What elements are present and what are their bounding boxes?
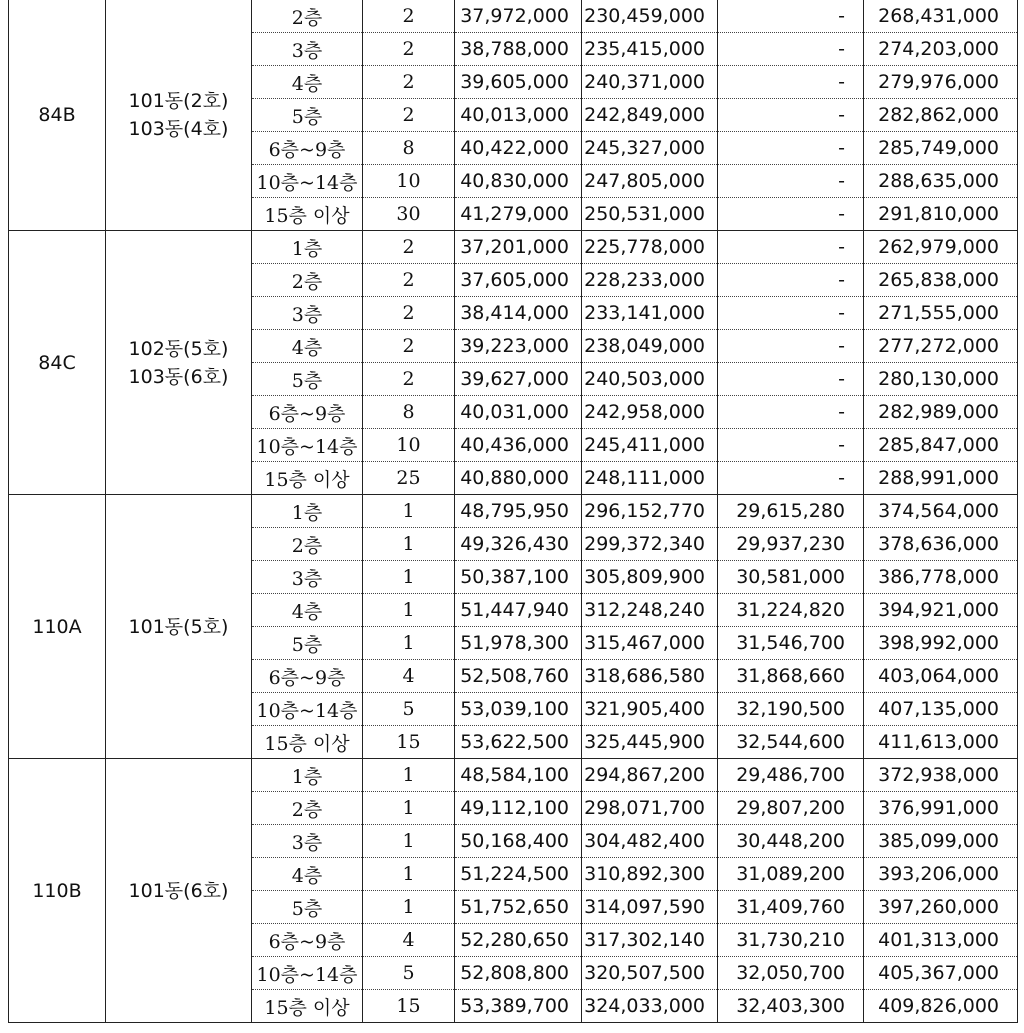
units-cell: 4: [363, 660, 455, 693]
land-price-cell: 53,389,700: [455, 990, 582, 1023]
floor-cell: 1층: [252, 495, 363, 528]
units-cell: 8: [363, 132, 455, 165]
vat-cell: -: [718, 297, 864, 330]
vat-cell: -: [718, 231, 864, 264]
units-cell: 1: [363, 792, 455, 825]
units-cell: 2: [363, 66, 455, 99]
land-price-cell: 51,752,650: [455, 891, 582, 924]
vat-cell: 29,615,280: [718, 495, 864, 528]
floor-cell: 15층 이상: [252, 990, 363, 1023]
units-cell: 10: [363, 165, 455, 198]
units-cell: 8: [363, 396, 455, 429]
building-dong-label: 103동(4호): [128, 118, 229, 140]
floor-cell: 1층: [252, 759, 363, 792]
building-price-cell: 320,507,500: [582, 957, 718, 990]
floor-cell: 2층: [252, 792, 363, 825]
land-price-cell: 53,039,100: [455, 693, 582, 726]
building-price-cell: 242,849,000: [582, 99, 718, 132]
building-price-cell: 321,905,400: [582, 693, 718, 726]
land-price-cell: 37,201,000: [455, 231, 582, 264]
building-price-cell: 298,071,700: [582, 792, 718, 825]
total-price-cell: 288,635,000: [864, 165, 1018, 198]
land-price-cell: 50,168,400: [455, 825, 582, 858]
vat-cell: 31,089,200: [718, 858, 864, 891]
floor-cell: 4층: [252, 858, 363, 891]
vat-cell: -: [718, 429, 864, 462]
floor-cell: 10층~14층: [252, 165, 363, 198]
floor-cell: 3층: [252, 561, 363, 594]
total-price-cell: 411,613,000: [864, 726, 1018, 759]
vat-cell: -: [718, 0, 864, 33]
vat-cell: -: [718, 462, 864, 495]
floor-cell: 6층~9층: [252, 132, 363, 165]
total-price-cell: 285,847,000: [864, 429, 1018, 462]
land-price-cell: 38,414,000: [455, 297, 582, 330]
land-price-cell: 40,422,000: [455, 132, 582, 165]
land-price-cell: 40,013,000: [455, 99, 582, 132]
units-cell: 1: [363, 891, 455, 924]
building-price-cell: 312,248,240: [582, 594, 718, 627]
table-row: [9, 231, 1018, 264]
building-price-cell: 294,867,200: [582, 759, 718, 792]
vat-cell: -: [718, 66, 864, 99]
units-cell: 2: [363, 0, 455, 33]
land-price-cell: 41,279,000: [455, 198, 582, 231]
building-dong-cell: [106, 231, 252, 495]
total-price-cell: 385,099,000: [864, 825, 1018, 858]
units-cell: 1: [363, 495, 455, 528]
vat-cell: -: [718, 33, 864, 66]
total-price-cell: 271,555,000: [864, 297, 1018, 330]
units-cell: 1: [363, 561, 455, 594]
land-price-cell: 39,605,000: [455, 66, 582, 99]
vat-cell: 30,581,000: [718, 561, 864, 594]
table-row: [9, 759, 1018, 792]
land-price-cell: 49,112,100: [455, 792, 582, 825]
building-price-cell: 233,141,000: [582, 297, 718, 330]
total-price-cell: 282,989,000: [864, 396, 1018, 429]
vat-cell: -: [718, 330, 864, 363]
building-price-cell: 296,152,770: [582, 495, 718, 528]
vat-cell: 29,486,700: [718, 759, 864, 792]
vat-cell: 31,409,760: [718, 891, 864, 924]
vat-cell: 30,448,200: [718, 825, 864, 858]
total-price-cell: 403,064,000: [864, 660, 1018, 693]
table-row: [9, 495, 1018, 528]
vat-cell: -: [718, 264, 864, 297]
land-price-cell: 51,447,940: [455, 594, 582, 627]
vat-cell: -: [718, 396, 864, 429]
units-cell: 2: [363, 330, 455, 363]
total-price-cell: 405,367,000: [864, 957, 1018, 990]
floor-cell: 10층~14층: [252, 429, 363, 462]
building-price-cell: 299,372,340: [582, 528, 718, 561]
units-cell: 25: [363, 462, 455, 495]
floor-cell: 6층~9층: [252, 660, 363, 693]
building-price-cell: 325,445,900: [582, 726, 718, 759]
vat-cell: -: [718, 198, 864, 231]
floor-cell: 5층: [252, 99, 363, 132]
total-price-cell: 398,992,000: [864, 627, 1018, 660]
floor-cell: 3층: [252, 297, 363, 330]
land-price-cell: 37,972,000: [455, 0, 582, 33]
vat-cell: 32,544,600: [718, 726, 864, 759]
floor-cell: 15층 이상: [252, 198, 363, 231]
land-price-cell: 40,436,000: [455, 429, 582, 462]
land-price-cell: 38,788,000: [455, 33, 582, 66]
units-cell: 5: [363, 693, 455, 726]
units-cell: 1: [363, 759, 455, 792]
total-price-cell: 378,636,000: [864, 528, 1018, 561]
building-price-cell: 314,097,590: [582, 891, 718, 924]
building-price-cell: 250,531,000: [582, 198, 718, 231]
total-price-cell: 288,991,000: [864, 462, 1018, 495]
floor-cell: 2층: [252, 0, 363, 33]
total-price-cell: 262,979,000: [864, 231, 1018, 264]
floor-cell: 3층: [252, 33, 363, 66]
land-price-cell: 40,031,000: [455, 396, 582, 429]
building-price-cell: 240,371,000: [582, 66, 718, 99]
units-cell: 15: [363, 990, 455, 1023]
building-dong-label: 101동(5호): [128, 615, 229, 638]
unit-type-cell: 84B: [9, 0, 106, 231]
building-price-cell: 245,411,000: [582, 429, 718, 462]
land-price-cell: 48,584,100: [455, 759, 582, 792]
floor-cell: 5층: [252, 363, 363, 396]
building-price-cell: 318,686,580: [582, 660, 718, 693]
building-price-cell: 225,778,000: [582, 231, 718, 264]
land-price-cell: 50,387,100: [455, 561, 582, 594]
vat-cell: 29,937,230: [718, 528, 864, 561]
building-price-cell: 324,033,000: [582, 990, 718, 1023]
floor-cell: 6층~9층: [252, 924, 363, 957]
units-cell: 2: [363, 33, 455, 66]
price-table: [8, 0, 1018, 1023]
unit-type-cell: 110A: [9, 495, 106, 759]
price-table-body: [9, 0, 1018, 1023]
table-row: [9, 0, 1018, 33]
land-price-cell: 51,224,500: [455, 858, 582, 891]
land-price-cell: 39,223,000: [455, 330, 582, 363]
building-price-cell: 305,809,900: [582, 561, 718, 594]
land-price-cell: 53,622,500: [455, 726, 582, 759]
vat-cell: 32,403,300: [718, 990, 864, 1023]
vat-cell: -: [718, 165, 864, 198]
units-cell: 1: [363, 858, 455, 891]
vat-cell: -: [718, 132, 864, 165]
building-price-cell: 304,482,400: [582, 825, 718, 858]
total-price-cell: 401,313,000: [864, 924, 1018, 957]
total-price-cell: 265,838,000: [864, 264, 1018, 297]
floor-cell: 2층: [252, 264, 363, 297]
building-price-cell: 230,459,000: [582, 0, 718, 33]
building-dong-cell: [106, 495, 252, 759]
building-dong-label: 102동(5호): [128, 337, 229, 360]
floor-cell: 4층: [252, 66, 363, 99]
total-price-cell: 376,991,000: [864, 792, 1018, 825]
unit-type-cell: 110B: [9, 759, 106, 1023]
land-price-cell: 40,880,000: [455, 462, 582, 495]
floor-cell: 5층: [252, 891, 363, 924]
total-price-cell: 374,564,000: [864, 495, 1018, 528]
units-cell: 2: [363, 363, 455, 396]
units-cell: 15: [363, 726, 455, 759]
units-cell: 2: [363, 264, 455, 297]
vat-cell: 31,224,820: [718, 594, 864, 627]
total-price-cell: 268,431,000: [864, 0, 1018, 33]
building-price-cell: 317,302,140: [582, 924, 718, 957]
total-price-cell: 372,938,000: [864, 759, 1018, 792]
total-price-cell: 407,135,000: [864, 693, 1018, 726]
vat-cell: 32,050,700: [718, 957, 864, 990]
units-cell: 1: [363, 594, 455, 627]
floor-cell: 15층 이상: [252, 726, 363, 759]
floor-cell: 4층: [252, 594, 363, 627]
vat-cell: 32,190,500: [718, 693, 864, 726]
building-price-cell: 248,111,000: [582, 462, 718, 495]
total-price-cell: 280,130,000: [864, 363, 1018, 396]
unit-type-cell: 84C: [9, 231, 106, 495]
land-price-cell: 49,326,430: [455, 528, 582, 561]
building-price-cell: 315,467,000: [582, 627, 718, 660]
floor-cell: 1층: [252, 231, 363, 264]
units-cell: 5: [363, 957, 455, 990]
units-cell: 30: [363, 198, 455, 231]
units-cell: 4: [363, 924, 455, 957]
building-price-cell: 245,327,000: [582, 132, 718, 165]
floor-cell: 2층: [252, 528, 363, 561]
total-price-cell: 285,749,000: [864, 132, 1018, 165]
floor-cell: 6층~9층: [252, 396, 363, 429]
total-price-cell: 291,810,000: [864, 198, 1018, 231]
vat-cell: 31,730,210: [718, 924, 864, 957]
vat-cell: 31,546,700: [718, 627, 864, 660]
total-price-cell: 282,862,000: [864, 99, 1018, 132]
land-price-cell: 51,978,300: [455, 627, 582, 660]
building-dong-label: 101동(6호): [128, 879, 229, 902]
building-price-cell: 238,049,000: [582, 330, 718, 363]
floor-cell: 10층~14층: [252, 957, 363, 990]
land-price-cell: 40,830,000: [455, 165, 582, 198]
vat-cell: -: [718, 363, 864, 396]
vat-cell: 31,868,660: [718, 660, 864, 693]
building-dong-cell: [106, 759, 252, 1023]
building-dong-label: 101동(2호): [128, 90, 229, 112]
total-price-cell: 274,203,000: [864, 33, 1018, 66]
floor-cell: 4층: [252, 330, 363, 363]
land-price-cell: 39,627,000: [455, 363, 582, 396]
land-price-cell: 52,808,800: [455, 957, 582, 990]
building-price-cell: 228,233,000: [582, 264, 718, 297]
building-price-cell: 310,892,300: [582, 858, 718, 891]
building-price-cell: 240,503,000: [582, 363, 718, 396]
vat-cell: 29,807,200: [718, 792, 864, 825]
units-cell: 10: [363, 429, 455, 462]
floor-cell: 15층 이상: [252, 462, 363, 495]
units-cell: 1: [363, 627, 455, 660]
floor-cell: 3층: [252, 825, 363, 858]
units-cell: 2: [363, 99, 455, 132]
vat-cell: -: [718, 99, 864, 132]
land-price-cell: 48,795,950: [455, 495, 582, 528]
total-price-cell: 409,826,000: [864, 990, 1018, 1023]
floor-cell: 10층~14층: [252, 693, 363, 726]
building-dong-label: 103동(6호): [128, 365, 229, 388]
total-price-cell: 386,778,000: [864, 561, 1018, 594]
building-dong-cell: [106, 0, 252, 231]
building-price-cell: 235,415,000: [582, 33, 718, 66]
units-cell: 2: [363, 297, 455, 330]
building-price-cell: 242,958,000: [582, 396, 718, 429]
total-price-cell: 393,206,000: [864, 858, 1018, 891]
land-price-cell: 52,280,650: [455, 924, 582, 957]
total-price-cell: 279,976,000: [864, 66, 1018, 99]
total-price-cell: 397,260,000: [864, 891, 1018, 924]
total-price-cell: 394,921,000: [864, 594, 1018, 627]
floor-cell: 5층: [252, 627, 363, 660]
units-cell: 2: [363, 231, 455, 264]
units-cell: 1: [363, 825, 455, 858]
units-cell: 1: [363, 528, 455, 561]
land-price-cell: 52,508,760: [455, 660, 582, 693]
building-price-cell: 247,805,000: [582, 165, 718, 198]
total-price-cell: 277,272,000: [864, 330, 1018, 363]
land-price-cell: 37,605,000: [455, 264, 582, 297]
